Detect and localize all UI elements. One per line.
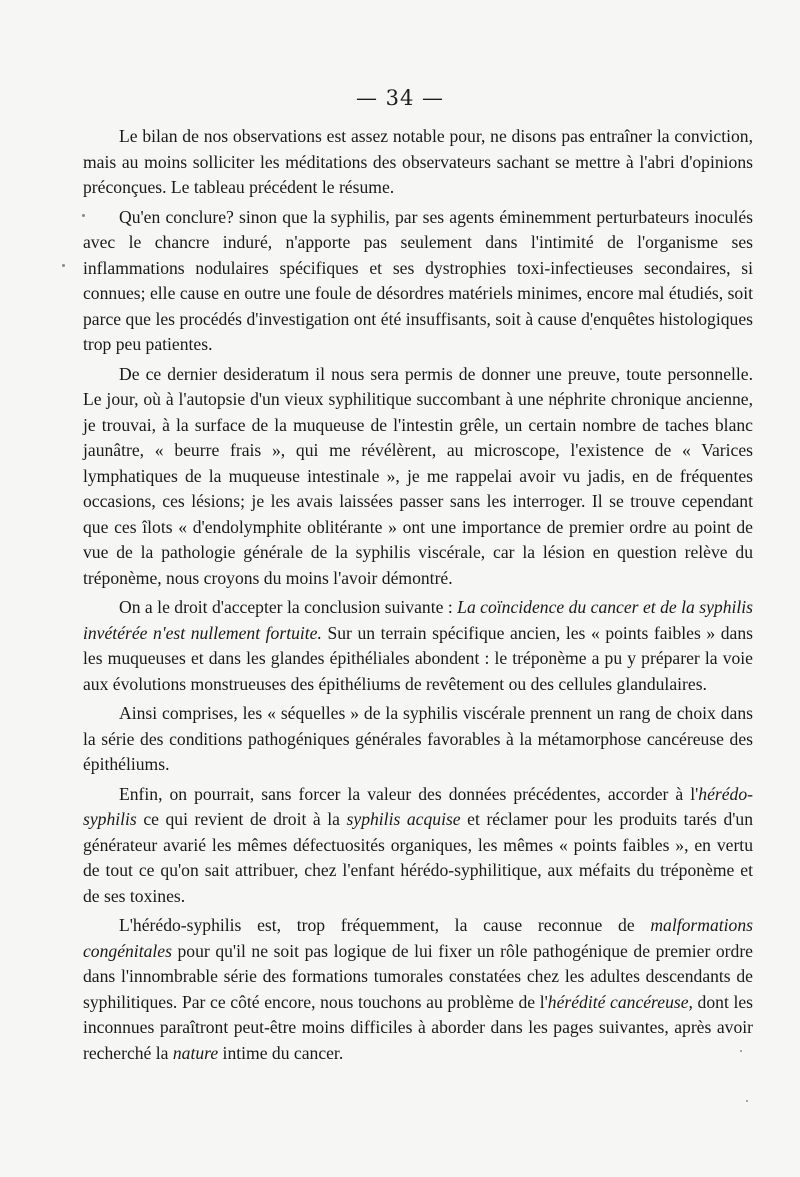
body-text xyxy=(83,124,753,1070)
paragraph-5: Ainsi comprises, les « séquelles » de la syphilis viscérale prennent un rang de choix dans la série des conditions pathogéniques générales favorables à la métamorphose cancéreuse des épithéliums. xyxy=(83,703,753,774)
scan-speck xyxy=(746,1100,748,1102)
paragraph-7: L'hérédo-syphilis est, trop fréquemment, la cause reconnue de malformations congénitales pour qu'il ne soit pas logique de lui fixer un rôle pathogénique de premier ordre dans l'innombrable série des formations tumorales constatées chez les adultes descendants de syphilitiques. Par ce côté encore, nous touchons au problème de l'hérédité cancéreuse, dont les inconnues paraîtront peut-être moins difficiles à aborder dans les pages suivantes, après avoir recherché la nature intime du cancer. xyxy=(83,915,754,1063)
italic-term: syphilis acquise xyxy=(346,809,461,829)
scan-speck xyxy=(62,264,65,267)
italic-conclusion: La coïncidence du cancer et de la syphilis invétérée n'est nullement fortuite. xyxy=(83,597,753,643)
paragraph-4: On a le droit d'accepter la conclusion suivante : La coïncidence du cancer et de la syphilis invétérée n'est nullement fortuite. Sur un terrain spécifique ancien, les « points faibles » dans les muqueuses et dans les glandes épithéliales abondent : le tréponème a pu y préparer la voie aux évolutions monstrueuses des épithéliums de revêtement ou des cellules glandulaires. xyxy=(83,597,754,694)
italic-term: malformations congénitales xyxy=(83,915,753,961)
paragraph-3: De ce dernier desideratum il nous sera permis de donner une preuve, toute personnelle. Le jour, où à l'autopsie d'un vieux syphilitique succombant à une néphrite chronique ancienne, je trouvai, à la surface de la muqueuse de l'intestin grêle, un certain nombre de taches blanc jaunâtre, « beurre frais », qui me révélèrent, au microscope, l'existence de « Varices lymphatiques de la muqueuse intestinale », je me rappelai avoir vu jadis, en de fréquentes occasions, ces lésions; je les avais laissées passer sans les interroger. Il se trouve cependant que ces îlots « d'endolymphite oblitérante » ont une importance de premier ordre au point de vue de la pathologie générale de la syphilis viscérale, car la lésion en question relève du tréponème, nous croyons du moins l'avoir démontré. xyxy=(83,363,753,588)
scan-speck xyxy=(590,328,592,330)
scan-speck xyxy=(82,214,85,217)
page-number: — 34 — xyxy=(355,86,445,110)
italic-term: hérédité cancéreuse, xyxy=(547,991,693,1012)
paragraph-6: Enfin, on pourrait, sans forcer la valeur des données précédentes, accorder à l'hérédo-syphilis ce qui revient de droit à la syphilis acquise et réclamer pour les produits tarés d'un générateur avarié les mêmes défectuosités organiques, les mêmes « points faibles », en vertu de tout ce qu'on sait attribuer, chez l'enfant hérédo-syphilitique, aux méfaits du tréponème et de ses toxines. xyxy=(83,783,754,906)
italic-term: hérédo-syphilis xyxy=(83,783,753,829)
italic-term: nature xyxy=(172,1042,219,1063)
paragraph-1: Le bilan de nos observations est assez notable pour, ne disons pas entraîner la conviction, mais au moins solliciter les méditations des observateurs sachant se mettre à l'abri d'opinions préconçues. Le tableau précédent le résume. xyxy=(83,126,753,197)
scan-speck xyxy=(740,1050,742,1052)
paragraph-2: Qu'en conclure? sinon que la syphilis, par ses agents éminemment perturbateurs inoculés avec le chancre induré, n'apporte pas seulement dans l'intimité de l'organisme ses inflammations nodulaires spécifiques et ses dystrophies toxi-infectieuses secondaires, si connues; elle cause en outre une foule de désordres matériels minimes, encore mal étudiés, soit parce que les procédés d'investigation ont été insuffisants, soit à cause d'enquêtes histologiques trop peu patientes. xyxy=(83,206,753,354)
